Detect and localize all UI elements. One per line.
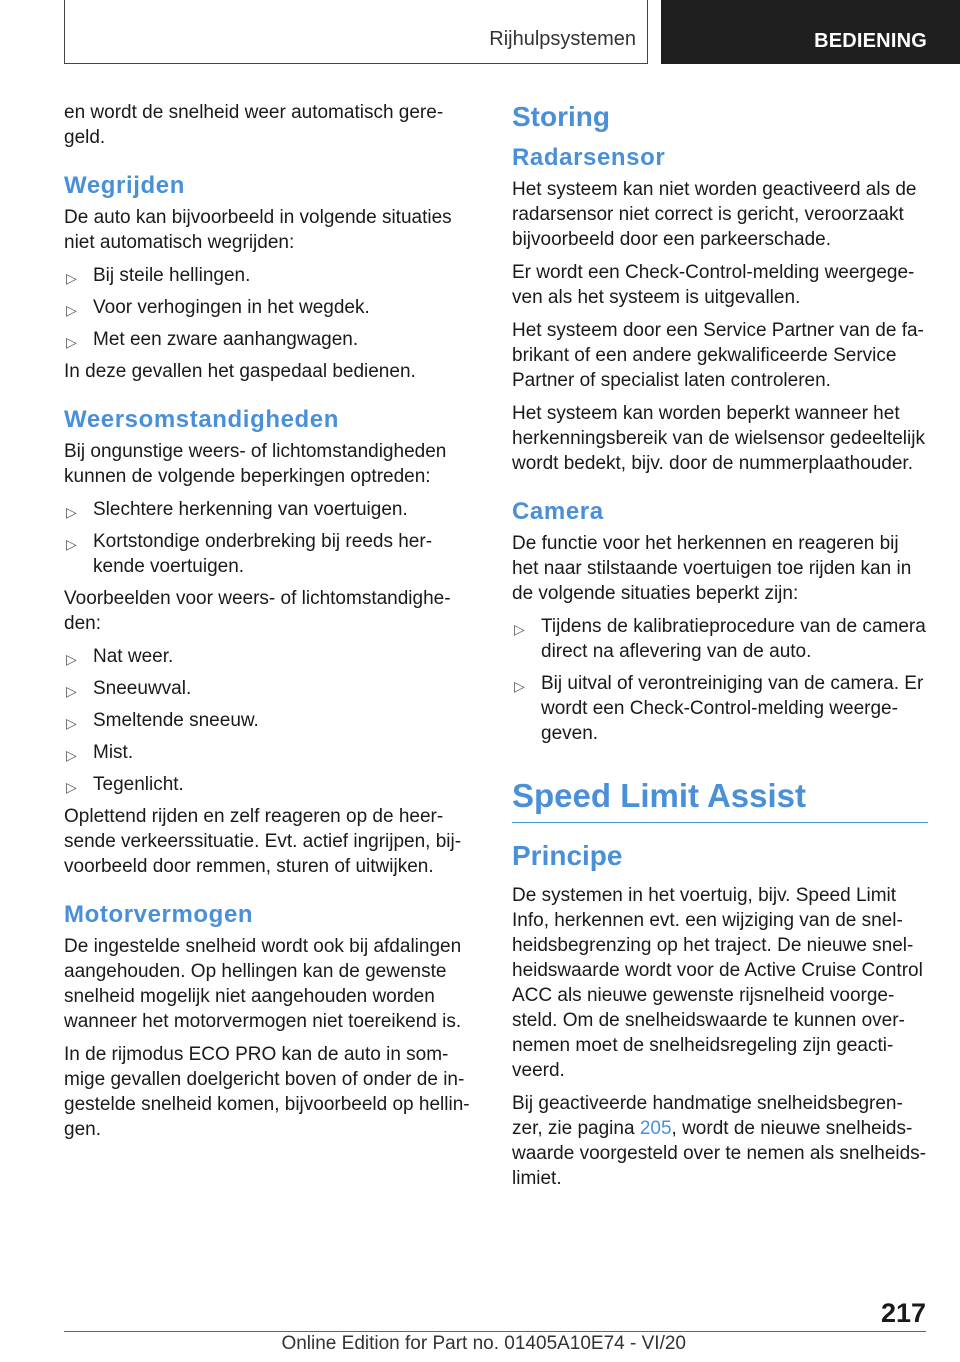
weers-list <box>64 497 476 579</box>
motor-p1: De ingestelde snelheid wordt ook bij afdalingen aangehouden. Op hellingen kan de gewenste snelheid mogelijk niet aangehouden worden wanneer het motorvermogen niet toereikend is. <box>64 936 462 1032</box>
heading-weersomstandigheden: Weersomstandigheden <box>64 406 340 433</box>
heading-speed-limit-assist: Speed Limit Assist <box>512 776 928 823</box>
page-number: 217 <box>880 1298 926 1328</box>
page-reference-link[interactable]: 205 <box>639 1118 672 1139</box>
list-item: ▷ Smeltende sneeuw. <box>64 708 476 733</box>
header-section-title: Rijhulpsystemen <box>489 28 636 50</box>
weers-examples-list <box>64 644 476 797</box>
triangle-bullet-icon: ▷ <box>514 621 525 637</box>
camera-text: De functie voor het herkennen en reageren bij het naar stilstaande voertuigen toe rijden kan in de volgende situaties beperkt zijn: <box>512 533 912 604</box>
list-item: ▷ Bij steile hellingen. <box>64 263 476 288</box>
triangle-bullet-icon: ▷ <box>66 536 77 552</box>
triangle-bullet-icon: ▷ <box>66 715 77 731</box>
triangle-bullet-icon: ▷ <box>66 683 77 699</box>
list-item: ▷ Nat weer. <box>64 644 476 669</box>
principe-p1: De systemen in het voertuig, bijv. Speed Limit Info, herkennen evt. een wijziging van de snel-heidsbegrenzing op het traject. De nieuwe snel-heidswaarde wordt voor de Active Cruise Control ACC als nieuwe gewenste rijsnelheid voorge-steld. Om de snelheidswaarde te kunnen over-nemen moet de snelheidsregeling zijn geacti-veerd. <box>512 885 923 1081</box>
heading-motorvermogen: Motorvermogen <box>64 901 254 928</box>
wegrijden-list <box>64 263 476 352</box>
triangle-bullet-icon: ▷ <box>66 270 77 286</box>
heading-camera: Camera <box>512 498 604 525</box>
triangle-bullet-icon: ▷ <box>514 678 525 694</box>
list-item: ▷ Tegenlicht. <box>64 772 476 797</box>
heading-radarsensor: Radarsensor <box>512 144 666 171</box>
principe-p2: Bij geactiveerde handmatige snelheidsbegren-zer, zie pagina 205, wordt de nieuwe snelheids-waarde voorgesteld over te nemen als snelheids-limiet. <box>512 1093 927 1189</box>
wegrijden-after: In deze gevallen het gaspedaal bedienen. <box>64 361 416 382</box>
left-column <box>64 100 476 1150</box>
list-item: ▷ Bij uitval of verontreiniging van de camera. Er wordt een Check-Control-melding weerge-geven. <box>514 673 924 744</box>
heading-principe: Principe <box>512 840 623 871</box>
right-column <box>512 100 928 1199</box>
wegrijden-text: De auto kan bijvoorbeeld in volgende situaties niet automatisch wegrijden: <box>64 207 452 253</box>
intro-text: en wordt de snelheid weer automatisch gere-geld. <box>64 102 444 148</box>
triangle-bullet-icon: ▷ <box>66 779 77 795</box>
weers-text: Bij ongunstige weers- of lichtomstandigheden kunnen de volgende beperkingen optreden: <box>64 441 447 487</box>
footer-divider <box>64 1331 926 1332</box>
heading-storing: Storing <box>512 101 610 132</box>
list-item: ▷ Kortstondige onderbreking bij reeds her-kende voertuigen. <box>66 531 433 577</box>
motor-p2: In de rijmodus ECO PRO kan de auto in som-mige gevallen doelgericht boven of onder de in-gestelde snelheid komen, bijvoorbeeld op hellin-gen. <box>64 1044 470 1140</box>
header-chapter-tab: BEDIENING <box>661 0 960 64</box>
list-item: ▷ Met een zware aanhangwagen. <box>64 327 476 352</box>
weers-examples: Voorbeelden voor weers- of lichtomstandighe-den: <box>64 588 451 634</box>
triangle-bullet-icon: ▷ <box>66 302 77 318</box>
footer-edition: Online Edition for Part no. 01405A10E74 - VI/20 <box>281 1333 686 1354</box>
list-item: ▷ Mist. <box>64 740 476 765</box>
triangle-bullet-icon: ▷ <box>66 747 77 763</box>
list-item: ▷ Slechtere herkenning van voertuigen. <box>64 497 476 522</box>
radar-p3: Het systeem door een Service Partner van de fa-brikant of een andere gekwalificeerde Service Partner of specialist laten controleren. <box>512 320 924 391</box>
weers-after: Oplettend rijden en zelf reageren op de heer-sende verkeerssituatie. Evt. actief ingrijpen, bij-voorbeeld door remmen, sturen of uitwijken. <box>64 806 462 877</box>
list-item: ▷ Sneeuwval. <box>64 676 476 701</box>
triangle-bullet-icon: ▷ <box>66 334 77 350</box>
camera-list <box>512 614 928 746</box>
radar-p1: Het systeem kan niet worden geactiveerd als de radarsensor niet correct is gericht, veroorzaakt bijvoorbeeld door een parkeerschade. <box>512 179 917 250</box>
heading-wegrijden: Wegrijden <box>64 172 185 199</box>
list-item: ▷ Tijdens de kalibratieprocedure van de camera direct na aflevering van de auto. <box>514 616 926 662</box>
list-item: ▷ Voor verhogingen in het wegdek. <box>64 295 476 320</box>
triangle-bullet-icon: ▷ <box>66 504 77 520</box>
radar-p4: Het systeem kan worden beperkt wanneer het herkenningsbereik van de wielsensor gedeeltelijk wordt bedekt, bijv. door de nummerplaathouder. <box>512 403 925 474</box>
triangle-bullet-icon: ▷ <box>66 651 77 667</box>
radar-p2: Er wordt een Check-Control-melding weergege-ven als het systeem is uitgevallen. <box>512 262 915 308</box>
